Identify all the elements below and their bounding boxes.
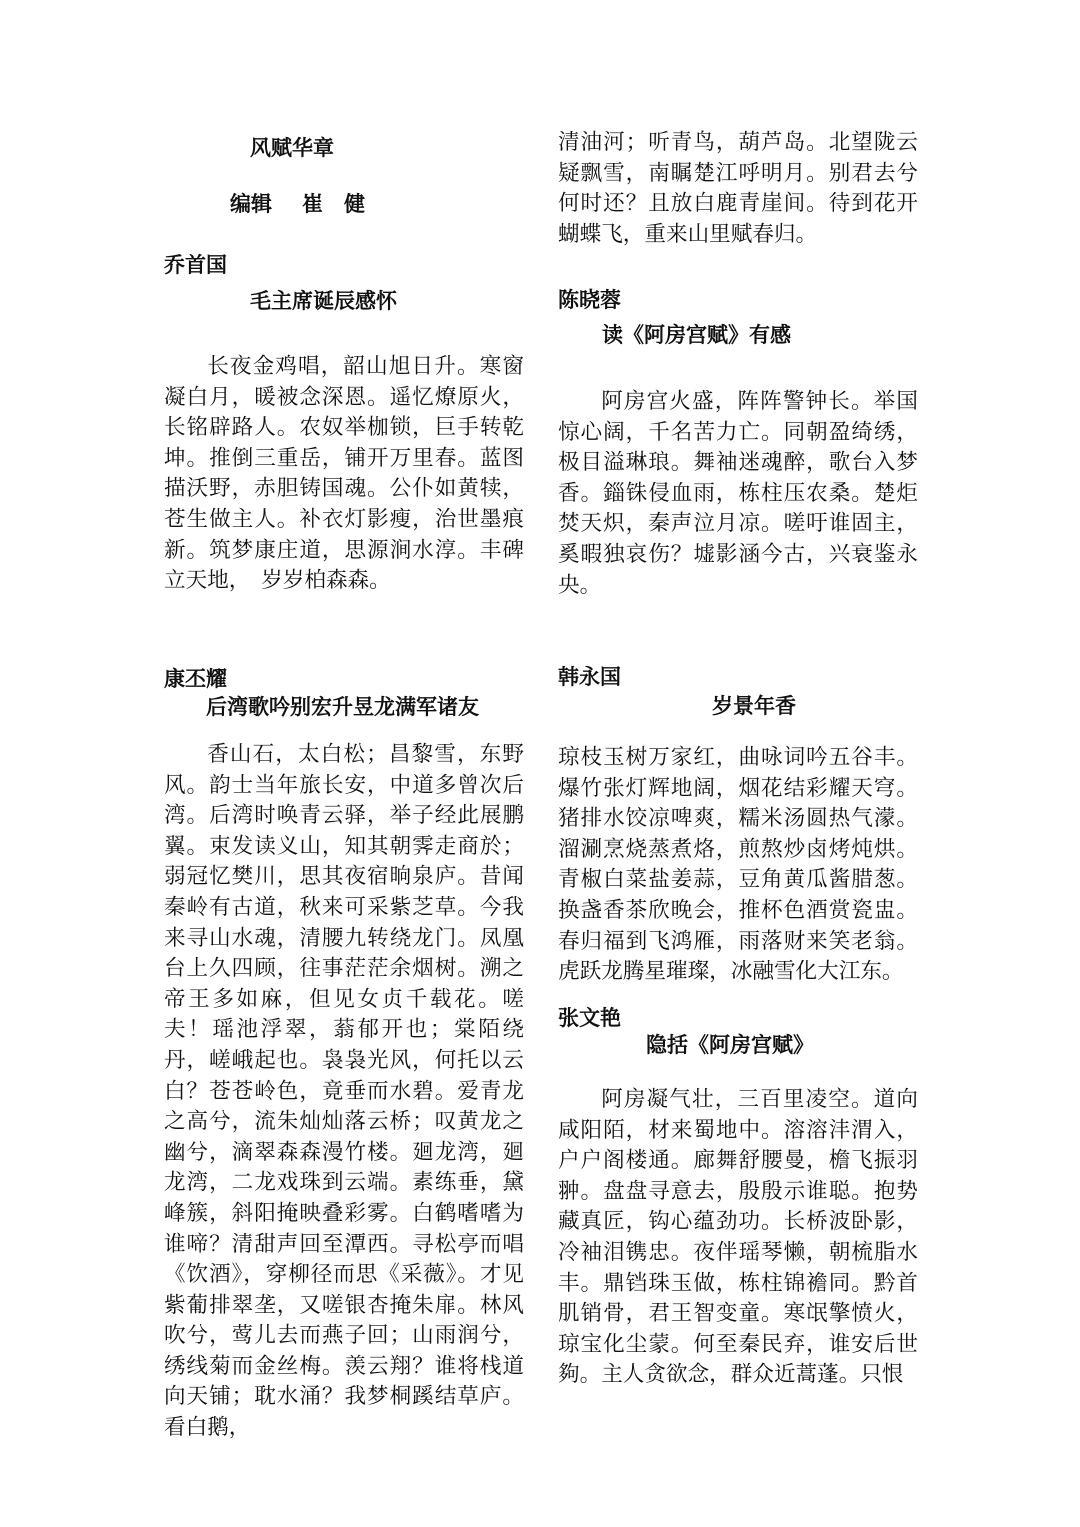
author-name: 陈晓蓉 (558, 287, 621, 312)
author-name: 康丕耀 (164, 666, 227, 691)
poem-body: 琼枝玉树万家红，曲咏词吟五谷丰。爆竹张灯辉地阔，烟花结彩耀天穹。猪排水饺凉啤爽，糯米汤圆热气濛。溜涮烹烧蒸煮烙，煎熬炒卤烤炖烘。青椒白菜盐姜蒜，豆角黄瓜酱腊葱。换盏香茶欣晚会，推杯色酒赏瓷盅。春归福到飞鸿雁，雨落财来笑老翁。虎跃龙腾星璀璨，冰融雪化大江东。 (558, 745, 918, 985)
author-name: 乔首国 (164, 252, 227, 277)
editor-name: 崔 健 (302, 191, 365, 216)
poem-body: 长夜金鸡唱，韶山旭日升。寒窗凝白月，暖被念深恩。遥忆燎原火，长铭辟路人。农奴举枷锁，巨手转乾坤。推倒三重岳，铺开万里春。蓝图描沃野，赤胆铸国魂。公仆如黄犊，苍生做主人。补衣灯影瘦，治世墨痕新。筑梦康庄道，思源涧水淳。丰碑立天地， 岁岁柏森森。 (164, 354, 524, 594)
editor-label: 编辑 (230, 191, 272, 216)
poem-title: 后湾歌吟别宏升昱龙满军诸友 (206, 694, 479, 719)
poem-body-continuation: 清油河；听青鸟，葫芦岛。北望陇云疑飘雪，南瞩楚江呼明月。别君去兮何时还？且放白鹿青崖间。待到花开蝴蝶飞，重来山里赋春归。 (558, 130, 918, 247)
collection-title: 风赋华章 (250, 135, 334, 160)
author-name: 张文艳 (558, 1005, 621, 1030)
poem-title: 读《阿房宫赋》有感 (602, 322, 791, 347)
poem-body: 香山石，太白松；昌黎雪，东野风。韵士当年旅长安，中道多曾次后湾。后湾时唤青云驿，举子经此展鹏翼。束发读义山，知其朝霁走商於；弱冠忆樊川，思其夜宿晌泉庐。昔闻秦岭有古道，秋来可采紫芝草。今我来寻山水魂，清腰九转绕龙门。凤凰台上久四顾，往事茫茫余烟树。溯之帝王多如麻，但见女贞千载花。嗟夫！瑶池浮翠，蓊郁开也；棠陌绕丹，嵯峨起也。袅袅光风，何托以云白？苍苍岭色，竟垂而水碧。爱青龙之高兮，流朱灿灿落云桥；叹黄龙之幽兮，滴翠森森漫竹楼。廻龙湾，廻龙湾，二龙戏珠到云端。素练垂，黛峰簇，斜阳掩映叠彩雾。白鹤嗜嗜为谁啼？清甜声回至潭西。寻松亭而唱《饮酒》，穿柳径而思《采薇》。才见紫葡排翠垄，又嗟银杏掩朱扉。林风吹兮，莺儿去而燕子回；山雨润兮，绣线菊而金丝梅。羡云翔？谁将栈道向天铺；耽水涌？我梦桐蹊结草庐。看白鹅， (164, 742, 524, 1441)
poem-body: 阿房宫火盛，阵阵警钟长。举国惊心阔，千名苦力亡。同朝盈绮绣，极目溢琳琅。舞袖迷魂醉，歌台入梦香。錙铢侵血雨，栋柱压农桑。楚炬焚天炽，秦声泣月凉。嗟吁谁固主，奚暇独哀伤？墟影涵今古，兴衰鉴永央。 (558, 389, 918, 598)
poem-body: 阿房凝气壮，三百里凌空。道向咸阳陌，材来蜀地中。溶溶沣渭入，户户阁楼通。廊舞舒腰曼，檐飞振羽翀。盘盘寻意去，殷殷示谁聪。抱势藏真匠，钩心蕴劲功。长桥波卧影，冷袖泪镌忠。夜伴瑶琴懒，朝梳脂水丰。鼎铛珠玉做，栋柱锦襜同。黔首肌销骨，君王智变童。寒氓擎愤火，琼宝化尘蒙。何至秦民弃，谁安后世夠。主人贪欲念，群众近蒿蓬。只恨 (558, 1087, 918, 1388)
poem-title: 岁景年香 (712, 693, 796, 718)
author-name: 韩永国 (558, 664, 621, 689)
poem-title: 毛主席诞辰感怀 (250, 288, 397, 313)
poem-title: 隐括《阿房宫赋》 (646, 1032, 814, 1057)
